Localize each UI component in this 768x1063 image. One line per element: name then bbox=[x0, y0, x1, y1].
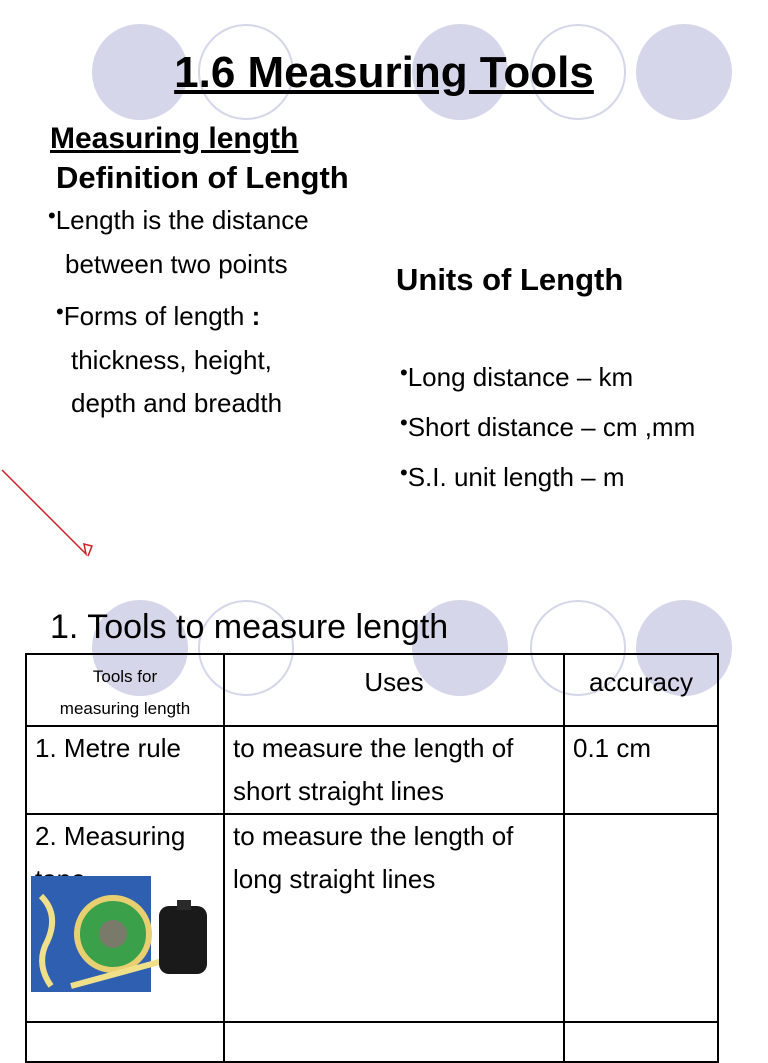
tool-cell: 1. Metre rule bbox=[26, 726, 224, 814]
units-bullet: •Long distance – km •Short distance – cm ,mm •S.I. unit length – m bbox=[400, 360, 696, 492]
accuracy-cell: 0.1 cm bbox=[564, 726, 718, 814]
measuring-tape-image bbox=[31, 876, 217, 992]
uses-cell: to measure the length of short straight lines bbox=[224, 726, 564, 814]
bullet-icon: • bbox=[56, 299, 64, 324]
table-row bbox=[26, 726, 718, 814]
bullet-icon: • bbox=[400, 360, 408, 385]
page-title: 1.6 Measuring Tools bbox=[174, 48, 594, 97]
tools-table bbox=[25, 653, 719, 1063]
bullet-icon: • bbox=[400, 460, 408, 485]
uses-cell: to measure the length of long straight lines bbox=[224, 814, 564, 1022]
bullet-icon: • bbox=[400, 410, 408, 435]
definition-bullet-2: •Forms of length : thickness, height, depth and breadth bbox=[56, 299, 283, 418]
accuracy-cell bbox=[564, 814, 718, 1022]
annotation-line bbox=[0, 460, 100, 570]
table-row bbox=[26, 1022, 718, 1062]
bullet-icon: • bbox=[48, 203, 56, 228]
tool-cell: 2. Measuring bbox=[26, 814, 224, 1022]
tools-heading: 1. Tools to measure length bbox=[50, 608, 449, 646]
header-uses: Uses bbox=[224, 654, 564, 726]
units-heading: Units of Length bbox=[396, 262, 624, 297]
header-tools: Tools for measuring length bbox=[26, 654, 224, 726]
measuring-length-heading: Measuring length bbox=[50, 122, 299, 155]
table-header-row bbox=[26, 654, 718, 726]
definition-bullet-1: •Length is the distance between two points bbox=[48, 203, 309, 279]
definition-heading: Definition of Length bbox=[56, 160, 349, 195]
header-accuracy: accuracy bbox=[564, 654, 718, 726]
